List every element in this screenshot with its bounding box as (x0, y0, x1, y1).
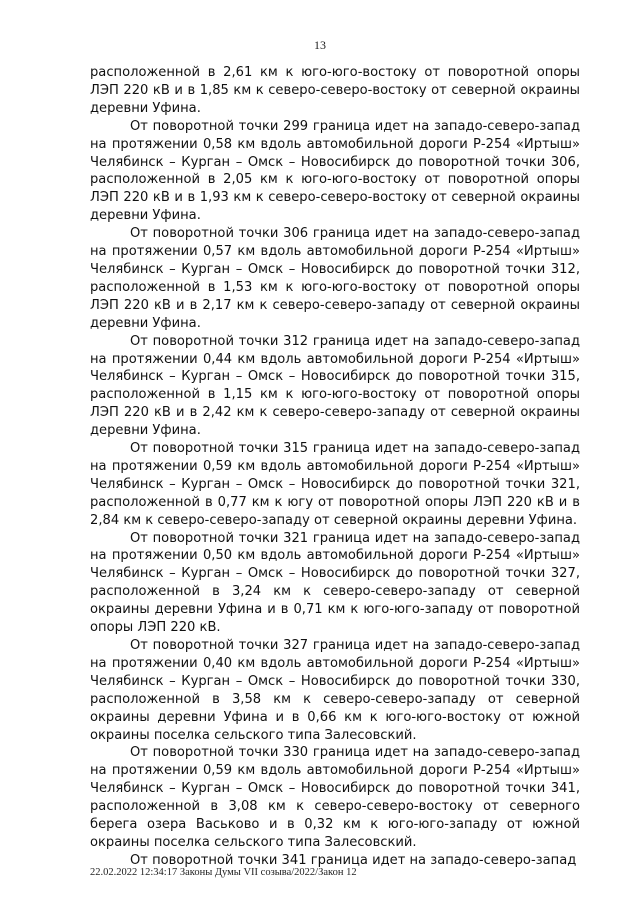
paragraph: От поворотной точки 321 граница идет на западо-северо-запад на протяжении 0,50 км вдоль автомобильной дороги Р-254 «Иртыш» Челябинск – Курган – Омск – Новосибирск до поворотной точки 327, расположенной в 3,24 км к северо-северо-западу от северной окраины деревни Уфина и в 0,71 км к юго-юго-западу от поворотной опоры ЛЭП 220 кВ. (90, 530, 580, 636)
paragraph: От поворотной точки 327 граница идет на западо-северо-запад на протяжении 0,40 км вдоль автомобильной дороги Р-254 «Иртыш» Челябинск – Курган – Омск – Новосибирск до поворотной точки 330, расположенной в 3,58 км к северо-северо-западу от северной окраины деревни Уфина и в 0,66 км к юго-юго-востоку от южной окраины поселка сельского типа Залесовский. (90, 638, 580, 743)
document-footer: 22.02.2022 12:34:17 Законы Думы VII созыва/2022/Закон 12 (90, 867, 357, 878)
paragraph-continuation: расположенной в 2,61 км к юго-юго-востоку от поворотной опоры ЛЭП 220 кВ и в 1,85 км к северо-северо-востоку от северной окраины деревни Уфина. (90, 65, 580, 116)
paragraph: От поворотной точки 312 граница идет на западо-северо-запад на протяжении 0,44 км вдоль автомобильной дороги Р-254 «Иртыш» Челябинск – Курган – Омск – Новосибирск до поворотной точки 315, расположенной в 1,15 км к юго-юго-востоку от поворотной опоры ЛЭП 220 кВ и в 2,42 км к северо-северо-западу от северной окраины деревни Уфина. (90, 333, 580, 439)
paragraph: От поворотной точки 299 граница идет на западо-северо-запад на протяжении 0,58 км вдоль автомобильной дороги Р-254 «Иртыш» Челябинск – Курган – Омск – Новосибирск до поворотной точки 306, расположенной в 2,05 км к юго-юго-востоку от поворотной опоры ЛЭП 220 кВ и в 1,93 км к северо-северо-востоку от северной окраины деревни Уфина. (90, 118, 580, 224)
paragraph-unfinished: От поворотной точки 341 граница идет на западо-северо-запад (130, 852, 577, 868)
document-body (90, 64, 580, 870)
paragraph: От поворотной точки 330 граница идет на западо-северо-запад на протяжении 0,59 км вдоль автомобильной дороги Р-254 «Иртыш» Челябинск – Курган – Омск – Новосибирск до поворотной точки 341, расположенной в 3,08 км к северо-северо-востоку от северного берега озера Васьково и в 0,32 км к юго-юго-западу от южной окраины поселка сельского типа Залесовский. (90, 745, 580, 850)
paragraph: От поворотной точки 306 граница идет на западо-северо-запад на протяжении 0,57 км вдоль автомобильной дороги Р-254 «Иртыш» Челябинск – Курган – Омск – Новосибирск до поворотной точки 312, расположенной в 1,53 км к юго-юго-востоку от поворотной опоры ЛЭП 220 кВ и в 2,17 км к северо-северо-западу от северной окраины деревни Уфина. (90, 226, 580, 331)
paragraph: От поворотной точки 315 граница идет на западо-северо-запад на протяжении 0,59 км вдоль автомобильной дороги Р-254 «Иртыш» Челябинск – Курган – Омск – Новосибирск до поворотной точки 321, расположенной в 0,77 км к югу от поворотной опоры ЛЭП 220 кВ и в 2,84 км к северо-северо-западу от северной окраины деревни Уфина. (90, 441, 580, 528)
page-number: 13 (314, 38, 326, 52)
